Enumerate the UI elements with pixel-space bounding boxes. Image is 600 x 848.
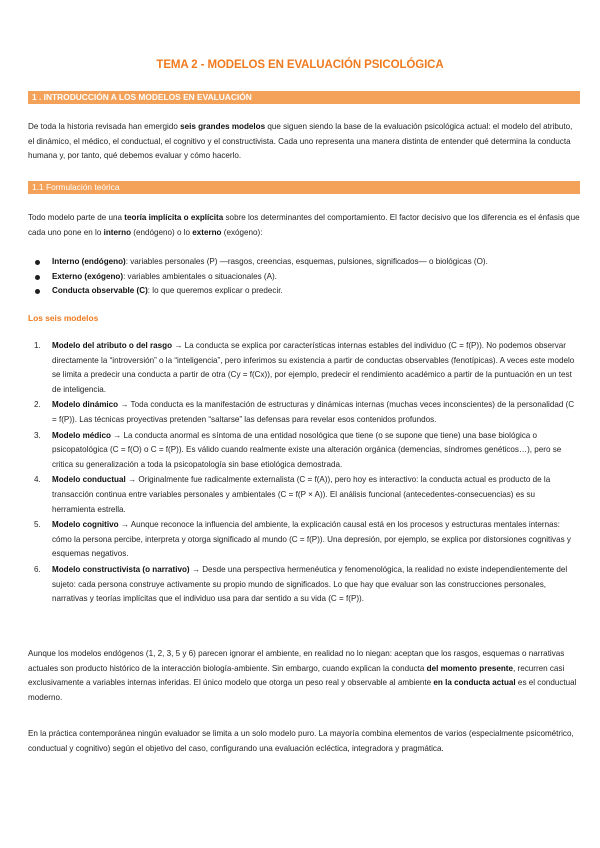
section-heading-introduction: 1 . INTRODUCCIÓN A LOS MODELOS EN EVALUACIÓN bbox=[28, 91, 580, 104]
list-item: 6. Modelo constructivista (o narrativo) → Desde una perspectiva hermenéutica y fenomenológica, la realidad no existe independientemente del sujeto: cada persona construye activamente su propio mundo de significados. Lo que hay que evaluar son las construcciones personales, narrativas y teorías implícitas que el individuo usa para dar sentido a su vida (C = f(P)). bbox=[34, 564, 568, 604]
page-title: TEMA 2 - MODELOS EN EVALUACIÓN PSICOLÓGICA bbox=[156, 59, 444, 71]
bullet-icon bbox=[35, 260, 40, 265]
list-item: 3. Modelo médico → La conducta anormal es síntoma de una entidad nosológica que tiene (o se supone que tiene) una base biológica o psicopatológica (C = f(O) o C = f(P)). Es válido cuando realmente existe una alteración orgánica (demencias, síndromes genéticos…), pero se critica su generalización a toda la psicopatología sin base etiológica demostrada. bbox=[34, 430, 562, 469]
intro-paragraph: De toda la historia revisada han emergido seis grandes modelos que siguen siendo la base de la evaluación psicológica actual: el modelo del atributo, el dinámico, el médico, el conductual, el cognitivo y el constructivista. Cada uno representa una manera distinta de entender qué determina la conducta humana y, por tanto, qué debemos evaluar y cómo hacerlo. bbox=[28, 122, 573, 161]
six-models-heading: Los seis modelos bbox=[28, 313, 99, 323]
formulation-paragraph: Todo modelo parte de una teoría implícita o explícita sobre los determinantes del comportamiento. El factor decisivo que los diferencia es el énfasis que cada uno pone en lo interno (endógeno) o lo externo (exógeno): bbox=[28, 213, 580, 237]
list-item: Interno (endógeno): variables personales (P) —rasgos, creencias, esquemas, pulsiones, significados— o biológicas (O). bbox=[28, 255, 580, 270]
practice-paragraph: En la práctica contemporánea ningún evaluador se limita a un solo modelo puro. La mayoría combina elementos de varios (especialmente psicométrico, conductual y cognitivo) según el objetivo del caso, configurando una evaluación ecléctica, integradora y pragmática. bbox=[28, 729, 574, 753]
list-item: 4. Modelo conductual → Originalmente fue radicalmente externalista (C = f(A)), pero hoy es interactivo: la conducta actual es producto de la transacción continua entre variables personales y ambientales (C = f(P × A)). El análisis funcional (antecedentes-consecuencias) es su herramienta estrella. bbox=[34, 475, 551, 514]
list-item: 2. Modelo dinámico → Toda conducta es la manifestación de estructuras y dinámicas internas (muchas veces inconscientes) de la personalidad (C = f(P)). Las técnicas proyectivas pretenden “saltarse” las defensas para revelar esos contenidos profundos. bbox=[34, 400, 575, 424]
section-heading-formulation: 1.1 Formulación teórica bbox=[28, 181, 580, 194]
list-item: 5. Modelo cognitivo → Aunque reconoce la influencia del ambiente, la explicación causal está en los procesos y estructuras mentales internas: cómo la persona percibe, interpreta y otorga significado al mundo (C = f(P)). Una depresión, por ejemplo, se explica por distorsiones cognitivas y esquemas negativos. bbox=[34, 520, 571, 559]
determinants-list bbox=[28, 255, 580, 299]
bullet-icon bbox=[35, 275, 40, 280]
list-item: Externo (exógeno): variables ambientales o situacionales (A). bbox=[28, 270, 580, 285]
bullet-icon bbox=[35, 289, 40, 294]
six-models-list bbox=[28, 339, 576, 608]
endogenous-models-paragraph: Aunque los modelos endógenos (1, 2, 3, 5 y 6) parecen ignorar el ambiente, en realidad no lo niegan: aceptan que los rasgos, esquemas o narrativas actuales son producto histórico de la interacción biología-ambiente. Sin embargo, cuando explican la conducta del momento presente, recurren casi exclusivamente a variables internas inferidas. El único modelo que otorga un peso real y observable al ambiente en la conducta actual es el conductual moderno. bbox=[28, 649, 577, 702]
list-item: Conducta observable (C): lo que queremos explicar o predecir. bbox=[28, 284, 580, 299]
list-item: 1. Modelo del atributo o del rasgo → La conducta se explica por características internas estables del individuo (C = f(P)). No podemos observar directamente la “introversión” o la “inteligencia”, pero inferimos su existencia a partir de conductas observables (fenotípicas). A veces este modelo se limita a predecir una conducta a partir de otra (Cy = f(Cx)), por ejemplo, predecir el rendimiento académico a partir de la puntuación en un test de inteligencia. bbox=[34, 341, 575, 394]
